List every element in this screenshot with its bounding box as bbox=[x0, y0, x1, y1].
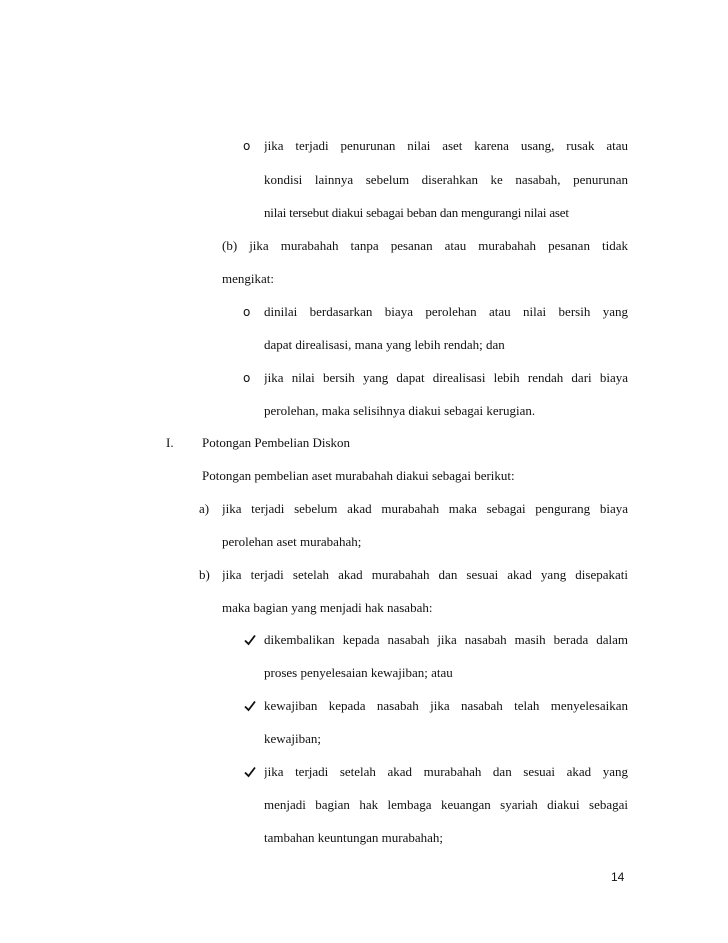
list-item-text: menjadi bagian hak lembaga keuangan syariah diakui sebagai bbox=[264, 797, 628, 812]
list-item-text: dinilai berdasarkan biaya perolehan atau nilai bersih yang bbox=[264, 304, 628, 319]
circle-bullet-icon: o bbox=[243, 305, 251, 319]
list-item-text: jika terjadi setelah akad murabahah dan sesuai akad yang disepakati bbox=[222, 567, 628, 582]
list-item-text: kondisi lainnya sebelum diserahkan ke nasabah, penurunan bbox=[264, 172, 628, 187]
list-item-text: nilai tersebut diakui sebagai beban dan mengurangi nilai aset bbox=[264, 205, 569, 220]
page-number: 14 bbox=[611, 870, 625, 884]
list-item-text: dapat direalisasi, mana yang lebih rendah; dan bbox=[264, 337, 505, 352]
list-item-text: proses penyelesaian kewajiban; atau bbox=[264, 665, 453, 680]
list-item-text: dikembalikan kepada nasabah jika nasabah masih berada dalam bbox=[264, 632, 628, 647]
checkmark-icon bbox=[244, 634, 256, 646]
list-item-text: tambahan keuntungan murabahah; bbox=[264, 830, 444, 845]
checkmark-icon bbox=[244, 766, 256, 778]
section-intro: Potongan pembelian aset murabahah diakui sebagai berikut: bbox=[202, 468, 515, 483]
checkmark-icon bbox=[244, 700, 256, 712]
list-marker: a) bbox=[199, 501, 210, 516]
list-item-text: jika terjadi sebelum akad murabahah maka sebagai pengurang biaya bbox=[222, 501, 628, 516]
list-item-text: perolehan, maka selisihnya diakui sebagai kerugian. bbox=[264, 403, 536, 418]
list-item-text: jika nilai bersih yang dapat direalisasi lebih rendah dari biaya bbox=[264, 370, 628, 385]
circle-bullet-icon: o bbox=[243, 139, 251, 153]
list-item-text: kewajiban; bbox=[264, 731, 322, 746]
list-item-text: jika terjadi penurunan nilai aset karena usang, rusak atau bbox=[264, 138, 628, 153]
list-marker: b) bbox=[199, 567, 210, 582]
sub-heading: mengikat: bbox=[222, 271, 274, 286]
circle-bullet-icon: o bbox=[243, 371, 251, 385]
list-item-text: maka bagian yang menjadi hak nasabah: bbox=[222, 600, 433, 615]
section-title: Potongan Pembelian Diskon bbox=[202, 435, 351, 450]
list-item-text: perolehan aset murabahah; bbox=[222, 534, 362, 549]
list-item-text: kewajiban kepada nasabah jika nasabah telah menyelesaikan bbox=[264, 698, 628, 713]
sub-heading: (b) jika murabahah tanpa pesanan atau murabahah pesanan tidak bbox=[222, 238, 628, 253]
list-item-text: jika terjadi setelah akad murabahah dan sesuai akad yang bbox=[264, 764, 628, 779]
section-marker: I. bbox=[166, 435, 174, 450]
